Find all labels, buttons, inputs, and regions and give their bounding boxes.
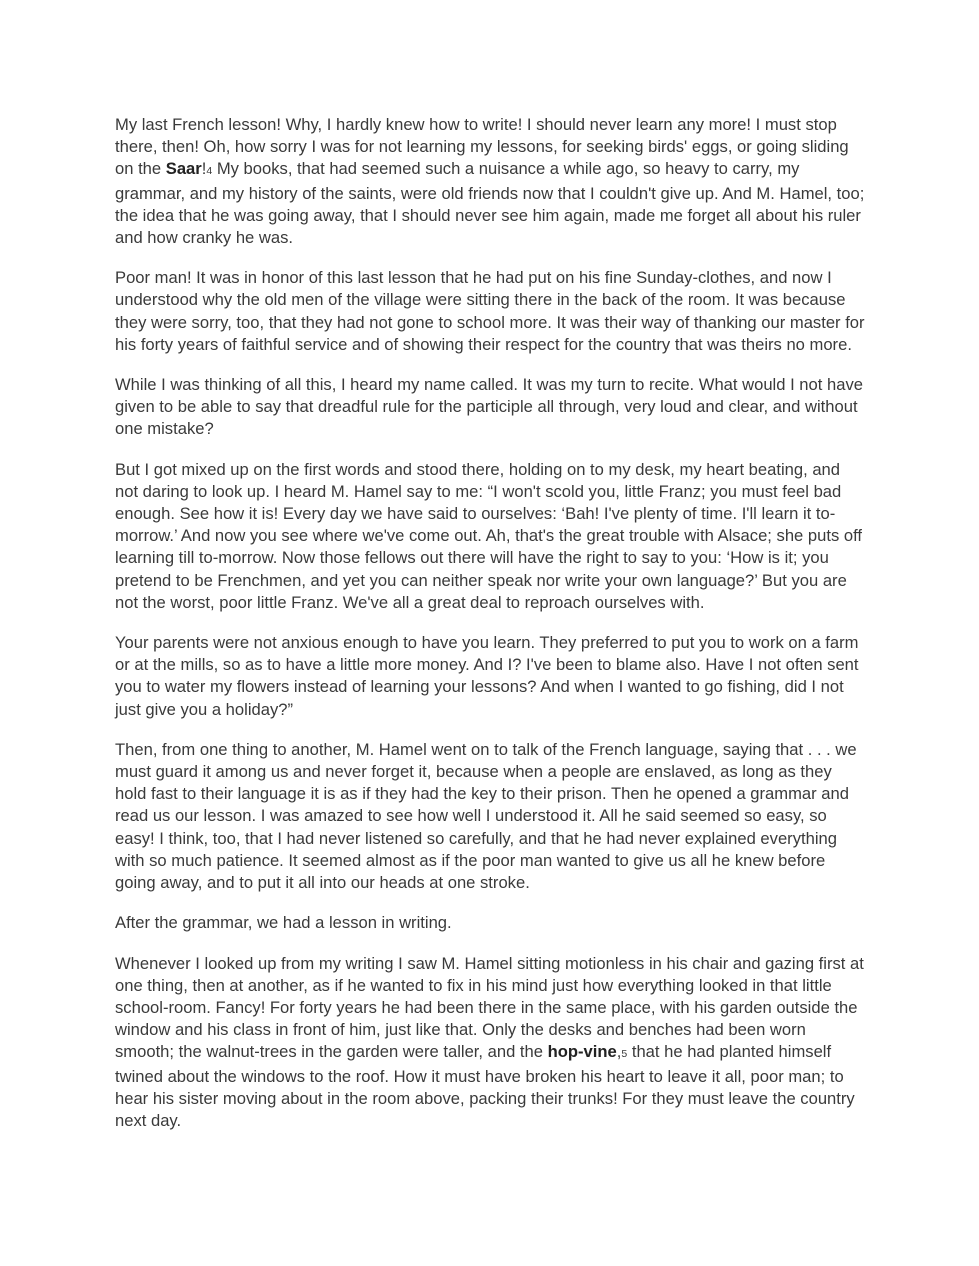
paragraph-1: [115, 114, 867, 249]
document-page: [115, 114, 867, 1150]
paragraph-2: Poor man! It was in honor of this last lesson that he had put on his fine Sunday-clothes, and now I understood why the old men of the village were sitting there in the back of the room. It was because they were sorry, too, that they had not gone to school more. It was their way of thanking our master for his forty years of faithful service and of showing their respect for the country that was theirs no more.: [115, 268, 865, 354]
paragraph-1-text-before: My last French lesson! Why, I hardly knew how to write! I should never learn any more! I must stop there, then! Oh, how sorry I was for not learning my lessons, for seeking birds' eggs, or going sliding on the: [115, 115, 849, 179]
glossary-term-saar: Saar: [165, 159, 202, 179]
paragraph-4: But I got mixed up on the first words and stood there, holding on to my desk, my heart beating, and not daring to look up. I heard M. Hamel say to me: “I won't scold you, little Franz; you must feel bad enough. See how it is! Every day we have said to ourselves: ‘Bah! I've plenty of time. I'll learn it to-morrow.’ And now you see where we've come out. Ah, that's the great trouble with Alsace; she puts off learning till to-morrow. Now those fellows out there will have the right to say to you: ‘How is it; you pretend to be Frenchmen, and yet you can neither speak nor write your own language?’ But you are not the worst, poor little Franz. We've all a great deal to reproach ourselves with.: [115, 459, 863, 612]
paragraph-5: Your parents were not anxious enough to have you learn. They preferred to put you to work on a farm or at the mills, so as to have a little more money. And I? I've been to blame also. Have I not often sent you to water my flowers instead of learning your lessons? And when I wanted to go fishing, did I not just give you a holiday?”: [115, 633, 859, 719]
paragraph-8-text-after: that he had planted himself twined about the windows to the roof. How it must have broken his heart to leave it all, poor man; to hear his sister moving about in the room above, packing their trunks! For they must leave the country next day.: [115, 1042, 855, 1130]
glossary-term-hop-vine: hop-vine: [547, 1042, 617, 1062]
paragraph-8-text-before: Whenever I looked up from my writing I saw M. Hamel sitting motionless in his chair and gazing first at one thing, then at another, as if he wanted to fix in his mind just how everything looked in that little school-room. Fancy! For forty years he had been there in the same place, with his garden outside the window and his class in front of him, just like that. Only the desks and benches had been worn smooth; the walnut-trees in the garden were taller, and the: [115, 953, 864, 1062]
footnote-marker-4: 4: [206, 165, 213, 178]
paragraph-7: After the grammar, we had a lesson in writing.: [115, 913, 452, 933]
paragraph-3: While I was thinking of all this, I heard my name called. It was my turn to recite. What would I not have given to be able to say that dreadful rule for the participle all through, very loud and clear, and without one mistake?: [115, 375, 863, 439]
paragraph-1-text-after: My books, that had seemed such a nuisance a while ago, so heavy to carry, my grammar, and my history of the saints, were old friends now that I couldn't give up. And M. Hamel, too; the idea that he was going away, that I should never see him again, made me forget all about his ruler and how cranky he was.: [115, 159, 865, 248]
paragraph-1-term-suffix: !: [201, 159, 207, 179]
paragraph-6: Then, from one thing to another, M. Hamel went on to talk of the French language, saying that . . . we must guard it among us and never forget it, because when a people are enslaved, as long as they hold fast to their language it is as if they had the key to their prison. Then he opened a grammar and read us our lesson. I was amazed to see how well I understood it. All he said seemed so easy, so easy! I think, too, that I had never listened so carefully, and that he had never explained everything with so much patience. It seemed almost as if the poor man wanted to give us all he knew before going away, and to put it all into our heads at one stroke.: [115, 739, 857, 893]
paragraph-8: [115, 953, 867, 1133]
paragraph-8-term-suffix: ,: [616, 1042, 622, 1062]
footnote-marker-5: 5: [621, 1048, 628, 1061]
